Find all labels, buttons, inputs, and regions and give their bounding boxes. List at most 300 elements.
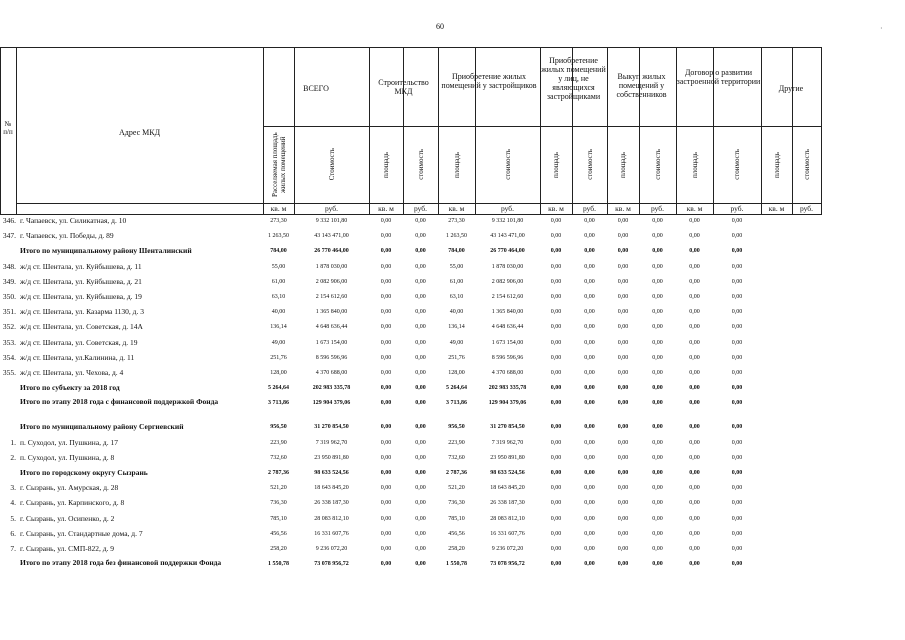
row-value: 1 550,78	[446, 561, 467, 568]
row-value: 0,00	[415, 309, 426, 316]
row-value: 23 950 891,80	[490, 454, 525, 461]
row-value: 736,30	[270, 500, 287, 507]
row-value: 0,00	[380, 248, 392, 255]
row-value: 31 270 854,50	[314, 424, 349, 431]
unit-rub: руб.	[325, 204, 338, 213]
row-value: 0,00	[689, 263, 700, 270]
row-value: 40,00	[271, 309, 286, 316]
row-value: 0,00	[550, 263, 562, 270]
subheader-cost: стоимость	[503, 149, 512, 180]
row-value: 0,00	[415, 485, 426, 492]
row-value: 0,00	[380, 218, 392, 224]
table-total-row	[0, 420, 822, 434]
subheader-area: площадь	[382, 151, 390, 178]
row-value: 0,00	[617, 500, 629, 507]
unit-rub: руб.	[414, 204, 427, 213]
row-value: 0,00	[380, 370, 392, 376]
row-value: 0,00	[380, 294, 392, 300]
row-value: 0,00	[415, 354, 426, 361]
row-value: 0,00	[550, 500, 562, 507]
row-value: 136,14	[448, 324, 465, 331]
row-value: 0,00	[617, 324, 629, 331]
row-value: 0,00	[550, 424, 562, 431]
subheader-area: площадь	[619, 151, 627, 178]
row-value: 0,00	[689, 485, 700, 492]
row-value: 0,00	[731, 294, 743, 300]
unit-sqm: кв. м	[270, 204, 287, 213]
row-value: 258,20	[448, 546, 465, 552]
row-value: 0,00	[689, 439, 700, 446]
row-value: 1 673 154,00	[315, 339, 348, 346]
table-row	[0, 305, 822, 319]
row-number: 348.	[2, 261, 16, 271]
row-value: 0,00	[731, 470, 743, 476]
row-number: 355.	[2, 368, 16, 377]
row-value: 0,00	[584, 400, 595, 407]
unit-rub: руб.	[730, 204, 744, 213]
row-value: 0,00	[415, 439, 426, 446]
subheader-cost: стоимость	[733, 149, 741, 180]
row-value: 0,00	[584, 294, 595, 300]
row-value: 9 332 101,80	[315, 218, 348, 224]
row-value: 1 673 154,00	[491, 339, 524, 346]
row-value: 0,00	[380, 263, 392, 270]
row-value: 43 143 471,00	[314, 233, 349, 240]
row-value: 8 596 596,96	[491, 354, 524, 361]
row-value: 7 319 962,70	[491, 439, 524, 446]
table-row	[0, 527, 822, 541]
row-address: Итого по субъекту за 2018 год	[20, 383, 120, 393]
row-value: 0,00	[652, 263, 663, 270]
subheader-area: площадь	[690, 151, 699, 178]
table-row	[0, 229, 822, 243]
row-address: г. Сызрань, ул. Стандартные дома, д. 7	[20, 528, 143, 538]
row-value: 0,00	[550, 561, 562, 568]
unit-sqm: кв. м	[548, 204, 564, 213]
row-value: 73 078 956,72	[314, 561, 349, 568]
row-value: 0,00	[584, 454, 595, 461]
row-number: 351.	[2, 307, 16, 317]
row-value: 0,00	[617, 424, 629, 431]
row-value: 0,00	[415, 370, 426, 376]
row-value: 0,00	[731, 385, 743, 392]
row-value: 0,00	[731, 263, 743, 270]
row-value: 202 983 335,78	[312, 385, 351, 392]
row-value: 0,00	[689, 248, 700, 255]
row-value: 0,00	[652, 294, 663, 300]
row-value: 8 596 596,96	[315, 354, 348, 361]
row-value: 0,00	[415, 263, 426, 270]
row-value: 456,56	[270, 530, 287, 537]
row-value: 0,00	[550, 339, 562, 346]
row-value: 785,10	[270, 515, 287, 522]
row-value: 0,00	[415, 324, 426, 331]
row-value: 0,00	[584, 324, 595, 331]
row-value: 0,00	[731, 309, 743, 316]
row-value: 0,00	[380, 470, 392, 476]
table-row	[0, 351, 822, 365]
row-value: 0,00	[689, 400, 700, 407]
row-value: 0,00	[617, 370, 629, 376]
row-value: 5 264,64	[268, 385, 289, 392]
row-value: 0,00	[652, 485, 663, 492]
row-value: 0,00	[652, 324, 663, 331]
row-value: 0,00	[689, 354, 700, 361]
row-value: 26 770 464,00	[314, 248, 349, 255]
row-value: 0,00	[731, 424, 743, 431]
header-address: Адрес МКД	[118, 128, 161, 137]
row-value: 521,20	[270, 485, 287, 492]
row-value: 0,00	[380, 546, 392, 552]
row-value: 956,50	[448, 424, 465, 431]
row-value: 784,00	[270, 248, 287, 255]
row-value: 0,00	[689, 470, 700, 476]
row-value: 0,00	[584, 278, 595, 285]
table-row	[0, 366, 822, 380]
row-value: 0,00	[550, 248, 562, 255]
row-value: 0,00	[380, 278, 392, 285]
row-value: 18 643 845,20	[490, 485, 525, 492]
row-value: 0,00	[617, 470, 629, 476]
row-value: 0,00	[731, 354, 743, 361]
row-value: 0,00	[617, 530, 629, 537]
row-value: 0,00	[617, 309, 629, 316]
row-value: 0,00	[652, 278, 663, 285]
row-address: Итого по городскому округу Сызрань	[20, 468, 148, 477]
row-value: 0,00	[731, 339, 743, 346]
row-value: 0,00	[550, 294, 562, 300]
row-value: 0,00	[652, 370, 663, 376]
row-value: 0,00	[415, 294, 426, 300]
row-value: 0,00	[550, 324, 562, 331]
row-value: 0,00	[415, 278, 426, 285]
row-address: г. Чапаевск, ул. Силикатная, д. 10	[20, 216, 127, 225]
row-value: 26 338 187,30	[490, 500, 525, 507]
row-value: 128,00	[270, 370, 287, 376]
row-number: 3.	[10, 483, 16, 493]
row-value: 0,00	[617, 278, 629, 285]
row-number: 349.	[2, 276, 16, 286]
row-value: 0,00	[689, 424, 700, 431]
row-value: 0,00	[584, 424, 595, 431]
row-value: 0,00	[415, 515, 426, 522]
row-value: 4 648 636,44	[491, 324, 524, 331]
row-value: 0,00	[584, 561, 595, 568]
header-other: Другие	[778, 84, 804, 93]
row-value: 0,00	[550, 515, 562, 522]
row-value: 40,00	[449, 309, 464, 316]
row-value: 0,00	[584, 385, 595, 392]
row-value: 26 770 464,00	[490, 248, 525, 255]
row-value: 521,20	[448, 485, 465, 492]
unit-sqm: кв. м	[378, 204, 394, 213]
row-value: 0,00	[731, 218, 743, 224]
row-address: Итого по этапу 2018 года без финансовой поддержки Фонда	[20, 558, 222, 568]
table-row	[0, 290, 822, 304]
row-value: 0,00	[652, 248, 663, 255]
row-value: 0,00	[415, 233, 426, 240]
row-address: г. Сызрань, ул. СМП-822, д. 9	[20, 544, 115, 553]
row-value: 49,00	[271, 339, 286, 346]
row-value: 0,00	[617, 546, 629, 552]
row-value: 9 332 101,80	[491, 218, 524, 224]
row-value: 1 365 840,00	[491, 309, 524, 316]
row-value: 223,90	[270, 439, 287, 446]
table-row	[0, 336, 822, 350]
row-number: 346.	[2, 216, 16, 225]
table-row	[0, 214, 822, 228]
subheader-area: площадь	[552, 151, 560, 178]
row-value: 456,56	[448, 530, 465, 537]
row-value: 0,00	[617, 263, 629, 270]
subheader-cost: стоимость	[653, 149, 662, 180]
row-value: 31 270 854,50	[490, 424, 525, 431]
row-value: 0,00	[550, 278, 562, 285]
row-address: ж/д ст. Шентала, ул. Казарма 1130, д. 3	[20, 307, 145, 317]
row-value: 0,00	[550, 470, 562, 476]
row-value: 0,00	[415, 424, 426, 431]
row-value: 1 365 840,00	[315, 309, 348, 316]
subheader-cost: стоимость	[802, 149, 811, 180]
row-value: 956,50	[270, 424, 287, 431]
row-number: 2.	[10, 452, 16, 462]
table-row	[0, 496, 822, 510]
table-row	[0, 436, 822, 450]
row-address: г. Сызрань, ул. Амурская, д. 28	[20, 483, 119, 493]
row-address: п. Суходол, ул. Пушкина, д. 8	[20, 452, 115, 462]
row-value: 785,10	[448, 515, 465, 522]
unit-rub: руб.	[651, 204, 664, 213]
unit-rub: руб.	[800, 204, 813, 213]
row-value: 0,00	[689, 561, 700, 568]
unit-rub: руб.	[583, 204, 596, 213]
row-value: 0,00	[652, 439, 663, 446]
row-value: 0,00	[380, 354, 392, 361]
row-value: 0,00	[689, 309, 700, 316]
row-value: 0,00	[380, 339, 392, 346]
row-value: 28 083 812,10	[490, 515, 525, 522]
row-number: 5.	[10, 513, 16, 523]
row-value: 0,00	[731, 370, 743, 376]
row-value: 0,00	[415, 470, 426, 476]
row-number: 354.	[2, 352, 16, 362]
row-value: 4 370 688,00	[491, 370, 524, 376]
row-value: 1 263,50	[268, 233, 289, 240]
row-value: 128,00	[448, 370, 465, 376]
row-address: г. Чапаевск, ул. Победы, д. 89	[20, 231, 114, 241]
table-row	[0, 481, 822, 495]
row-value: 0,00	[550, 233, 562, 240]
row-value: 0,00	[617, 248, 629, 255]
row-value: 2 154 612,60	[491, 294, 524, 300]
row-number: 353.	[2, 337, 16, 347]
row-value: 0,00	[652, 339, 663, 346]
row-address: ж/д ст. Шентала, ул. Куйбышева, д. 21	[20, 276, 142, 286]
row-value: 0,00	[380, 454, 392, 461]
row-value: 0,00	[584, 439, 595, 446]
table-row	[0, 275, 822, 289]
row-value: 0,00	[380, 324, 392, 331]
row-value: 0,00	[550, 454, 562, 461]
row-value: 1 878 030,00	[315, 263, 348, 270]
row-value: 784,00	[448, 248, 465, 255]
row-value: 0,00	[617, 294, 629, 300]
row-value: 0,00	[731, 454, 743, 461]
row-address: Итого по муниципальному району Сергиевский	[20, 422, 184, 432]
row-value: 0,00	[689, 530, 700, 537]
row-value: 273,30	[448, 218, 465, 224]
header-num: № п/п	[3, 120, 13, 136]
row-value: 0,00	[652, 233, 663, 240]
row-value: 0,00	[584, 233, 595, 240]
row-value: 0,00	[584, 370, 595, 376]
row-value: 0,00	[584, 515, 595, 522]
row-address: ж/д ст. Шентала, ул. Советская, д. 19	[20, 337, 138, 347]
row-value: 0,00	[652, 500, 663, 507]
row-address: Итого по этапу 2018 года с финансовой поддержкой Фонда	[20, 397, 219, 407]
subheader-cost: Стоимость	[327, 148, 336, 181]
row-value: 0,00	[689, 370, 700, 376]
row-value: 0,00	[584, 263, 595, 270]
row-value: 98 633 524,56	[314, 470, 349, 476]
row-address: г. Сызрань, ул. Осипенко, д. 2	[20, 513, 115, 523]
table-total-row	[0, 466, 822, 480]
row-value: 0,00	[380, 515, 392, 522]
row-value: 202 983 335,78	[488, 385, 527, 392]
row-address: Итого по муниципальному району Шенталинский	[20, 246, 192, 256]
row-value: 4 370 688,00	[315, 370, 348, 376]
row-value: 18 643 845,20	[314, 485, 349, 492]
row-value: 0,00	[617, 354, 629, 361]
row-value: 0,00	[731, 561, 743, 568]
row-value: 0,00	[380, 485, 392, 492]
row-value: 0,00	[731, 324, 743, 331]
row-value: 251,76	[448, 354, 465, 361]
row-value: 0,00	[415, 500, 426, 507]
row-value: 0,00	[731, 248, 743, 255]
row-value: 0,00	[380, 385, 392, 392]
row-number: 350.	[2, 292, 16, 301]
unit-sqm: кв. м	[686, 204, 703, 213]
row-value: 0,00	[550, 546, 562, 552]
row-address: ж/д ст. Шентала, ул.Калинина, д. 11	[20, 352, 135, 362]
table-total-row	[0, 244, 822, 258]
unit-sqm: кв. м	[448, 204, 465, 213]
row-value: 0,00	[617, 233, 629, 240]
table-total-row	[0, 396, 822, 420]
row-value: 0,00	[584, 470, 595, 476]
row-value: 0,00	[617, 339, 629, 346]
margin-mark: ·	[880, 24, 883, 33]
row-value: 0,00	[652, 400, 663, 407]
row-number: 1.	[10, 437, 16, 447]
row-value: 0,00	[731, 500, 743, 507]
row-value: 0,00	[652, 309, 663, 316]
row-value: 16 331 607,76	[490, 530, 525, 537]
row-value: 0,00	[617, 561, 629, 568]
row-value: 0,00	[731, 546, 743, 552]
row-value: 0,00	[415, 339, 426, 346]
row-value: 0,00	[689, 546, 700, 552]
row-value: 0,00	[731, 485, 743, 492]
row-address: ж/д ст. Шентала, ул. Советская, д. 14А	[20, 322, 143, 332]
row-value: 0,00	[584, 500, 595, 507]
row-value: 55,00	[449, 263, 464, 270]
table-row	[0, 451, 822, 465]
row-value: 251,76	[270, 354, 287, 361]
row-value: 0,00	[415, 218, 426, 224]
row-value: 0,00	[617, 439, 629, 446]
row-value: 0,00	[689, 500, 700, 507]
row-address: п. Суходол, ул. Пушкина, д. 17	[20, 437, 118, 447]
row-value: 0,00	[652, 546, 663, 552]
row-value: 1 878 030,00	[491, 263, 524, 270]
row-value: 0,00	[584, 309, 595, 316]
row-number: 7.	[10, 544, 16, 553]
page-number: 60	[436, 22, 444, 31]
row-value: 0,00	[689, 385, 700, 392]
row-value: 0,00	[380, 309, 392, 316]
row-value: 0,00	[617, 218, 629, 224]
subheader-area: площадь	[452, 151, 461, 178]
row-value: 0,00	[584, 354, 595, 361]
row-value: 1 550,78	[268, 561, 289, 568]
unit-rub: руб.	[501, 204, 514, 213]
row-value: 0,00	[415, 546, 426, 552]
row-value: 0,00	[584, 339, 595, 346]
row-value: 26 338 187,30	[314, 500, 349, 507]
unit-sqm: кв. м	[768, 204, 785, 213]
header-buyout: Выкуп жилых помещений у собственников	[616, 72, 667, 99]
row-number: 352.	[2, 322, 16, 332]
row-value: 0,00	[652, 385, 663, 392]
row-value: 98 633 524,56	[490, 470, 525, 476]
row-value: 0,00	[380, 530, 392, 537]
row-value: 61,00	[271, 278, 286, 285]
unit-sqm: кв. м	[615, 204, 631, 213]
row-value: 0,00	[617, 400, 629, 407]
row-value: 0,00	[584, 530, 595, 537]
row-value: 0,00	[550, 485, 562, 492]
row-value: 0,00	[617, 485, 629, 492]
row-number: 347.	[2, 231, 16, 241]
row-value: 0,00	[689, 294, 700, 300]
row-value: 0,00	[689, 339, 700, 346]
row-value: 16 331 607,76	[314, 530, 349, 537]
subheader-area: площадь	[772, 151, 781, 178]
subheader-resettled-area: Расселяемая площадь жилых помещений	[270, 132, 287, 197]
row-value: 0,00	[584, 248, 595, 255]
row-value: 0,00	[652, 454, 663, 461]
row-value: 63,10	[271, 294, 286, 300]
row-value: 0,00	[380, 500, 392, 507]
row-value: 0,00	[731, 278, 743, 285]
row-number: 6.	[10, 528, 16, 538]
header-total: ВСЕГО	[303, 84, 329, 93]
row-value: 0,00	[689, 454, 700, 461]
row-value: 273,30	[270, 218, 287, 224]
row-value: 2 154 612,60	[315, 294, 348, 300]
table-row	[0, 512, 822, 526]
row-value: 0,00	[652, 470, 663, 476]
row-value: 28 083 812,10	[314, 515, 349, 522]
row-value: 732,60	[270, 454, 287, 461]
row-value: 0,00	[731, 515, 743, 522]
row-value: 7 319 962,70	[315, 439, 348, 446]
row-value: 0,00	[415, 530, 426, 537]
row-address: ж/д ст. Шентала, ул. Куйбышева, д. 11	[20, 261, 142, 271]
row-value: 129 904 379,06	[488, 400, 527, 407]
